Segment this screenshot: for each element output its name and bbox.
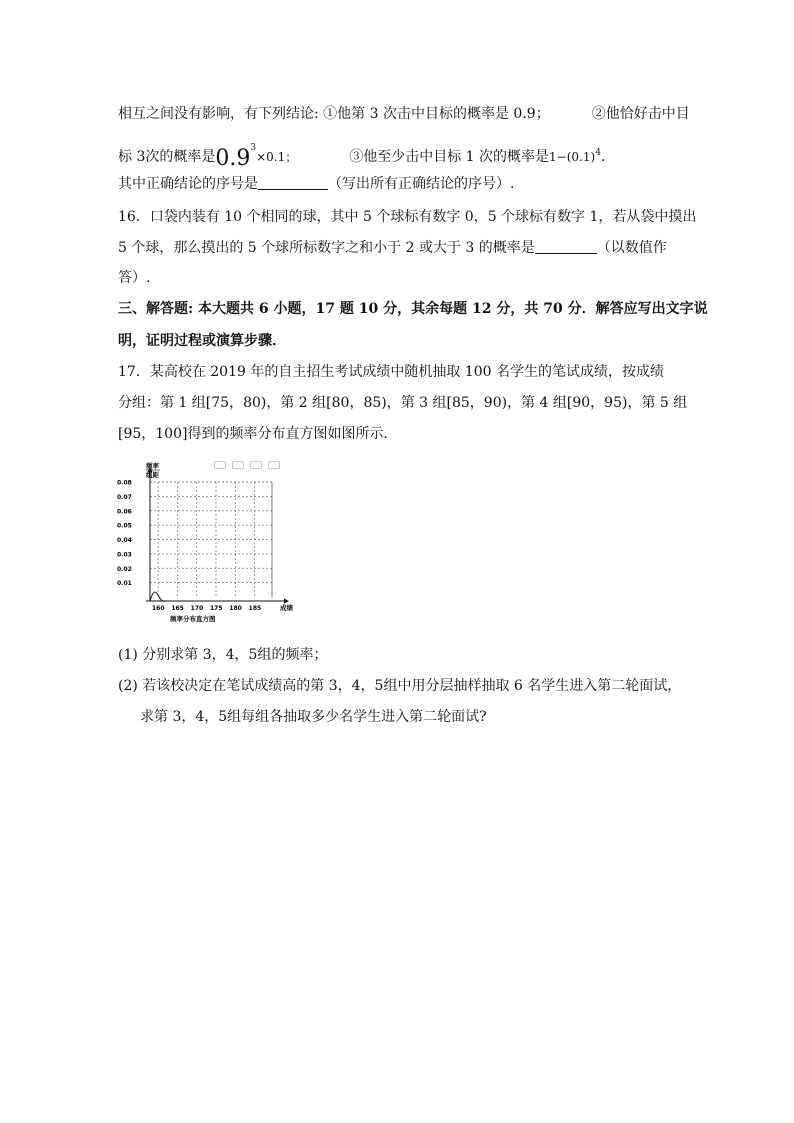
section-heading: 三、解答题: 本大题共 6 小题，17 题 10 分，其余每题 12 分，共 70 分．解答应写出文字说 (118, 301, 708, 317)
q15-line-2 (118, 138, 605, 169)
q17-sub-2-line-2: 求第 3，4，5组每组各抽取多少名学生进入第二轮面试? (140, 709, 487, 725)
formula: 1−(0.1) (549, 150, 596, 164)
y-tick-label: 0.04 (117, 537, 132, 544)
section-heading-cont: 明，证明过程或演算步骤． (118, 333, 286, 349)
answer-blank[interactable] (258, 175, 328, 190)
q17-sub-2-line-1: (2) 若该校决定在笔试成绩高的第 3，4，5组中用分层抽样抽取 6 名学生进入第二轮面试， (118, 678, 682, 694)
y-tick-label: 0.06 (117, 508, 132, 516)
answer-blank[interactable] (535, 239, 597, 254)
x-tick-label: 180 (229, 605, 242, 612)
q16-line-2 (118, 238, 667, 258)
q15-text: 其中正确结论的序号是 (118, 176, 258, 192)
formula-tail: ×0.1； (256, 150, 298, 164)
q17-sub-1: (1) 分别求第 3，4，5组的频率； (118, 647, 328, 663)
period: . (600, 149, 606, 165)
x-tick-label: 185 (248, 605, 262, 612)
chart-title: 频率分布直方图 (170, 615, 216, 623)
q15-line-1 (118, 104, 690, 124)
q15-text: （写出所有正确结论的序号）. (328, 176, 515, 192)
q17-line-1: 17．某高校在 2019 年的自主招生考试成绩中随机抽取 100 名学生的笔试成绩，按成绩 (118, 364, 664, 380)
q17-line-3: [95，100]得到的频率分布直方图如图所示． (118, 426, 398, 442)
chart-labels (117, 462, 294, 623)
x-axis-label: 成绩 (280, 604, 293, 612)
q16-line-1: 16．口袋内装有 10 个相同的球，其中 5 个球标有数字 0，5 个球标有数字 1，若从袋中摸出 (118, 209, 697, 225)
q15-text: 相互之间没有影响，有下列结论: ①他第 3 次击中目标的概率是 0.9； (118, 106, 550, 122)
q15-text: ②他恰好击中目 (591, 106, 690, 122)
chart-axes (146, 467, 289, 604)
x-tick-label: 170 (190, 605, 204, 612)
formula-base: 0.9 (215, 146, 251, 171)
x-tick-label: 160 (152, 605, 165, 612)
x-tick-label: 175 (210, 605, 223, 612)
y-tick-label: 0.03 (117, 551, 132, 559)
axis-break (150, 592, 166, 601)
formula-exponent: 4 (595, 148, 601, 158)
y-tick-label: 0.07 (117, 493, 132, 501)
x-tick-label: 165 (171, 605, 184, 612)
x-axis-arrow (284, 599, 289, 604)
chart-grid (150, 482, 272, 597)
q15-text: 标 3次的概率是 (118, 149, 216, 165)
q15-line-3 (118, 174, 514, 194)
q15-text: ③他至少击中目标 1 次的概率是 (349, 149, 550, 165)
y-tick-label: 0.05 (117, 522, 132, 530)
y-axis-label: 频率 (146, 462, 159, 470)
q16-line-3: 答）. (118, 270, 151, 286)
histogram-chart (114, 462, 304, 626)
formula-exponent: 3 (250, 143, 257, 153)
y-tick-label: 0.08 (117, 479, 132, 487)
q16-text: 5 个球，那么摸出的 5 个球所标数字之和小于 2 或大于 3 的概率是 (118, 240, 535, 256)
y-tick-label: 0.01 (117, 580, 132, 588)
y-tick-label: 0.02 (117, 565, 132, 573)
q17-line-2: 分组：第 1 组[75，80)，第 2 组[80，85)，第 3 组[85，90)，第 4 组[90，95)，第 5 组 (118, 395, 688, 411)
y-axis-label: 组距 (146, 471, 159, 479)
q16-text: （以数值作 (596, 240, 667, 256)
